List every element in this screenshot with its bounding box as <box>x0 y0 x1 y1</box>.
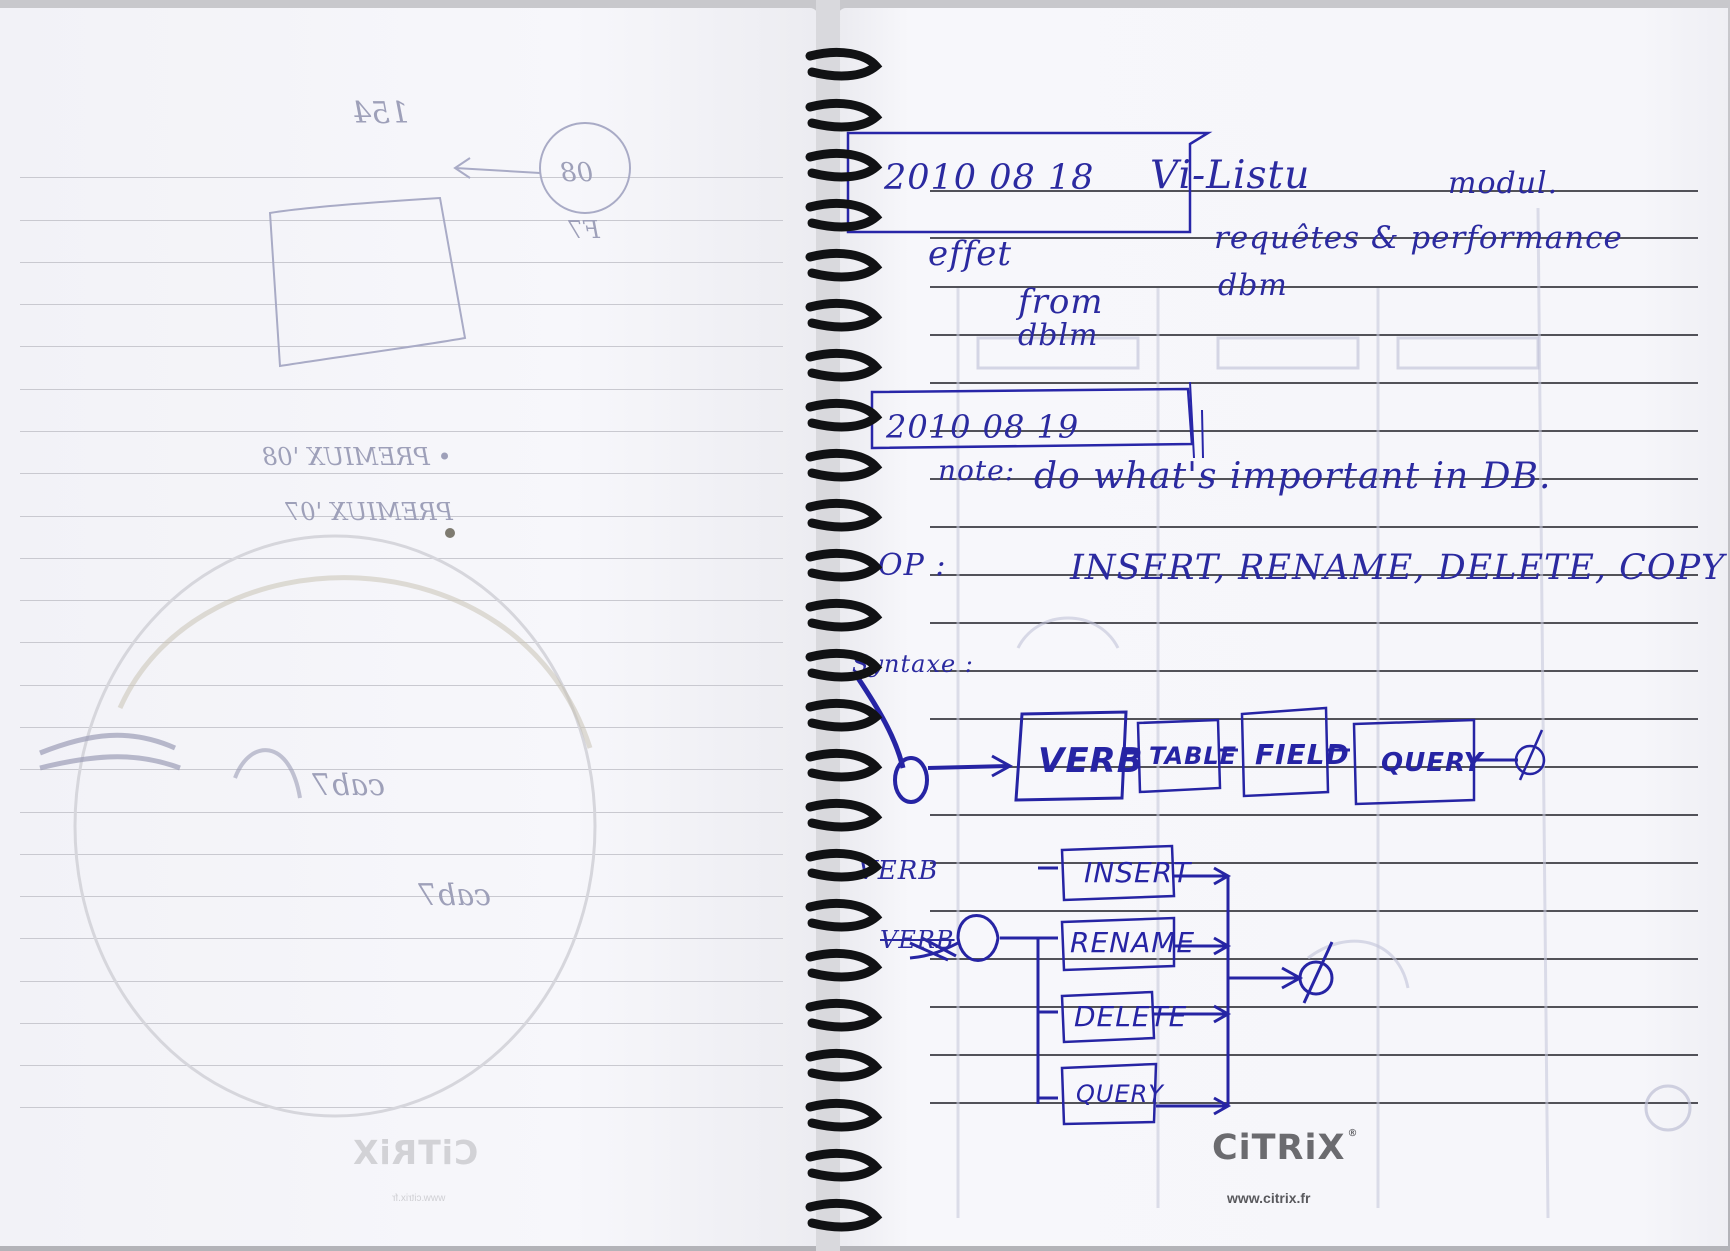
left-ruled-lines <box>20 8 783 1246</box>
faint-mark: F7 <box>568 216 600 244</box>
ruled-line <box>930 622 1698 624</box>
ruled-line <box>930 526 1698 528</box>
ruled-line <box>20 1023 783 1024</box>
entry-one-heading: Vi-Listu <box>1150 153 1311 198</box>
entry-one-line-three-rest: dbm <box>1218 268 1288 303</box>
ruled-line <box>20 262 783 263</box>
entry-two-note-label: note: <box>938 454 1016 487</box>
ruled-line <box>930 1054 1698 1056</box>
faint-mark: 08 <box>560 158 594 188</box>
faint-mark: cab7 <box>418 878 491 913</box>
citrix-logo-text: CiTRiX <box>1212 1128 1346 1168</box>
ruled-line <box>20 938 783 939</box>
ruled-line <box>20 727 783 728</box>
ruled-line <box>20 431 783 432</box>
ghost-citrix-logo: CiTRiX <box>352 1133 479 1172</box>
syntax-table-box: TABLE <box>1149 742 1238 770</box>
faint-mark: 154 <box>352 96 410 131</box>
ops-label: OP : <box>878 548 947 583</box>
ruled-line <box>930 1102 1698 1104</box>
verb-tree-crossed-label: VERB <box>880 926 955 954</box>
ruled-line <box>20 220 783 221</box>
faint-mark: cab7 <box>312 768 385 803</box>
syntax-query-box: QUERY <box>1381 748 1484 778</box>
syntax-verb-box: VERB <box>1038 741 1144 781</box>
ruled-line <box>930 670 1698 672</box>
ruled-line <box>930 862 1698 864</box>
entry-one-line-two: effet <box>928 234 1013 274</box>
ruled-line <box>20 600 783 601</box>
entry-two-date: 2010 08 19 <box>886 408 1080 446</box>
entry-one-trailing-word: modul. <box>1448 166 1559 201</box>
ruled-line <box>20 389 783 390</box>
ruled-line <box>930 814 1698 816</box>
ruled-line <box>20 896 783 897</box>
ruled-line <box>20 812 783 813</box>
ruled-line <box>20 1107 783 1108</box>
faint-mark: PREMIUX '07 <box>285 498 453 526</box>
right-page <box>838 8 1728 1246</box>
ruled-line <box>20 473 783 474</box>
ruled-line <box>20 981 783 982</box>
ruled-line <box>20 304 783 305</box>
registered-mark: ® <box>1347 1128 1359 1139</box>
ruled-line <box>930 910 1698 912</box>
ruled-line <box>930 958 1698 960</box>
ruled-line <box>930 382 1698 384</box>
entry-one-line-four: dblm <box>1018 318 1099 353</box>
entry-one-date: 2010 08 18 <box>884 158 1095 198</box>
ruled-line <box>20 1065 783 1066</box>
ruled-line <box>20 177 783 178</box>
syntax-label: Syntaxe : <box>852 650 974 678</box>
entry-two-note-text: do what's important in DB. <box>1034 456 1552 497</box>
ruled-line <box>20 769 783 770</box>
ruled-line <box>930 718 1698 720</box>
ruled-line <box>20 558 783 559</box>
entry-one-line-two-rest: requêtes & performance <box>1214 220 1623 256</box>
ruled-line <box>20 685 783 686</box>
ruled-line <box>20 642 783 643</box>
ghost-citrix-url: www.citrix.fr <box>392 1193 446 1204</box>
ruled-line <box>20 854 783 855</box>
verb-option-insert: INSERT <box>1084 856 1192 889</box>
ruled-line <box>930 1006 1698 1008</box>
ruled-line <box>20 346 783 347</box>
citrix-logo <box>1212 1128 1359 1168</box>
left-page <box>0 8 818 1246</box>
entry-one-line-three: from <box>1018 282 1104 322</box>
verb-option-query: QUERY <box>1076 1080 1164 1108</box>
faint-mark: • PREMIUX '08 <box>262 443 452 471</box>
ops-items: INSERT, RENAME, DELETE, COPY <box>1070 548 1726 588</box>
citrix-url: www.citrix.fr <box>1227 1190 1311 1206</box>
verb-tree-label: VERB <box>858 856 939 886</box>
verb-option-delete: DELETE <box>1074 1000 1188 1033</box>
verb-option-rename: RENAME <box>1070 926 1196 959</box>
syntax-field-box: FIELD <box>1255 738 1350 771</box>
